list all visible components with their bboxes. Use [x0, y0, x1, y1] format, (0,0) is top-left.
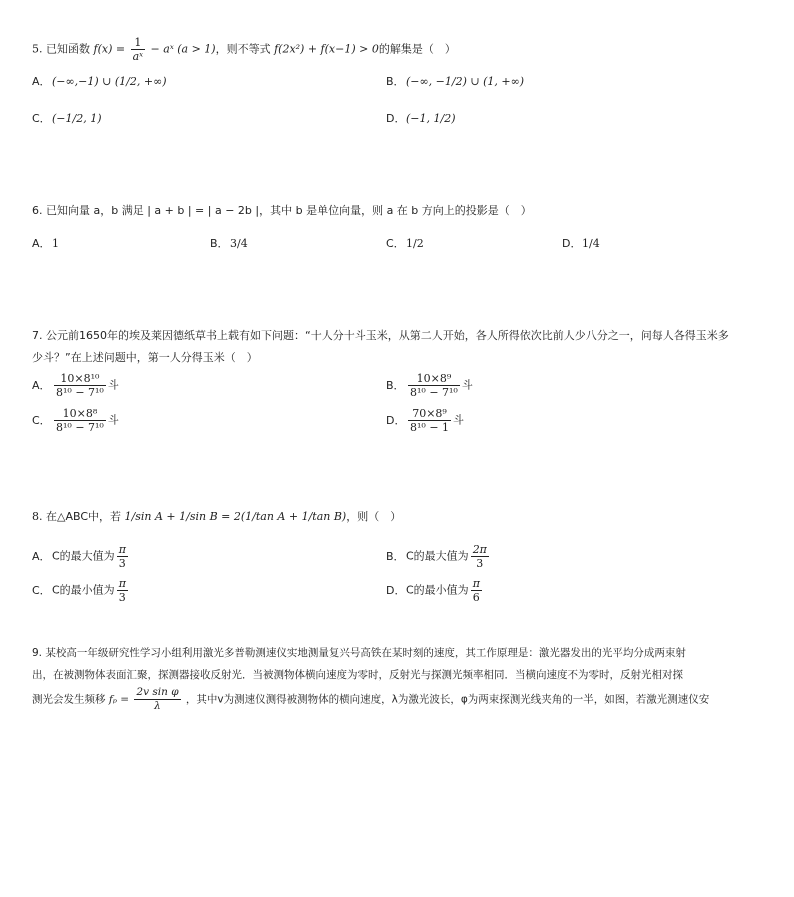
question-5	[32, 36, 772, 63]
q6-option-d[interactable]: D．1/4	[562, 237, 600, 250]
question-9-line1: 9. 某校高一年级研究性学习小组利用激光多普勒测速仪实地测量复兴号高铁在某时刻的速度，其工作原理是：激光器发出的光平均分成两束射	[32, 647, 686, 659]
q7-option-b[interactable]: B． $\frac{\text{10×8⁹}}{\text{8¹⁰ − 7¹⁰}}$ 斗	[386, 372, 473, 399]
q7-option-c[interactable]: C． $\frac{\text{10×8⁸}}{\text{8¹⁰ − 7¹⁰}}$ 斗	[32, 407, 119, 434]
q9-formula-lhs: fₚ =	[108, 693, 130, 706]
q8-option-a[interactable]: A．C的最大值为 $\frac{\pi}{3}$	[32, 543, 126, 570]
q5-option-d[interactable]: D．(−1, 1/2)	[386, 112, 456, 125]
question-9-line2: 出，在被测物体表面汇聚，探测器接收反射光．当被测物体横向速度为零时，反射光与探测光频率相同．当横向速度不为零时，反射光相对探	[32, 669, 683, 681]
question-9	[32, 642, 772, 713]
question-6-stem: 6. 已知向量 a，b 满足 | a + b | = | a − 2b |，其中 b 是单位向量，则 a 在 b 方向上的投影是（ ）	[32, 204, 532, 217]
q5-func-fraction: $\frac{1}{\text{aˣ}}$	[132, 36, 144, 63]
q8-option-c[interactable]: C．C的最小值为 $\frac{\pi}{3}$	[32, 577, 126, 604]
q7-option-d[interactable]: D． $\frac{\text{70×8⁹}}{\text{8¹⁰ − 1}}$ 斗	[386, 407, 465, 434]
question-7-stem-line2: 少斗？”在上述问题中，第一人分得玉米（ ）	[32, 351, 258, 364]
q5-option-b[interactable]: B．(−∞, −1/2) ∪ (1, +∞)	[386, 75, 525, 88]
question-6	[32, 204, 772, 218]
q6-option-c[interactable]: C．1/2	[386, 237, 424, 250]
question-9-line3: 测光会发生频移 fₚ = $\frac{\text{2v sin φ}}{\lambda}$ ，其中v为测速仪测得被测物体的横向速度，λ为激光波长，φ为两束探测光线夹角的一半，如图，若激光测速仪安	[32, 686, 710, 712]
question-7-stem-line1: 7. 公元前1650年的埃及莱因德纸草书上载有如下问题：“十人分十斗玉米，从第二人开始，各人所得依次比前人少八分之一，问每人各得玉米多	[32, 329, 729, 342]
q6-option-a[interactable]: A．1	[32, 237, 59, 250]
question-8-stem: 8. 在△ABC中，若 1/sin A + 1/sin B = 2(1/tan A + 1/tan B)，则（ ）	[32, 510, 402, 523]
question-5-stem: 5. 已知函数 f(x) = $\frac{1}{\text{aˣ}}$ − aˣ (a > 1)，则不等式 f(2x²) + f(x−1) > 0的解集是（ ）	[32, 36, 456, 63]
question-8	[32, 510, 772, 524]
q8-option-d[interactable]: D．C的最小值为 $\frac{\pi}{6}$	[386, 577, 480, 604]
q8-option-b[interactable]: B．C的最大值为 $\frac{2\pi}{3}$	[386, 543, 487, 570]
q5-option-c[interactable]: C．(−1/2, 1)	[32, 112, 102, 125]
question-7	[32, 325, 772, 369]
q9-formula-fraction: $\frac{\text{2v sin φ}}{\lambda}$	[136, 686, 179, 712]
q6-option-b[interactable]: B．3/4	[210, 237, 248, 250]
q7-option-a[interactable]: A． $\frac{\text{10×8¹⁰}}{\text{8¹⁰ − 7¹⁰}}$ 斗	[32, 372, 119, 399]
q5-option-a[interactable]: A．(−∞,−1) ∪ (1/2, +∞)	[32, 75, 167, 88]
q8-equation: 1/sin A + 1/sin B = 2(1/tan A + 1/tan B)	[124, 510, 347, 523]
